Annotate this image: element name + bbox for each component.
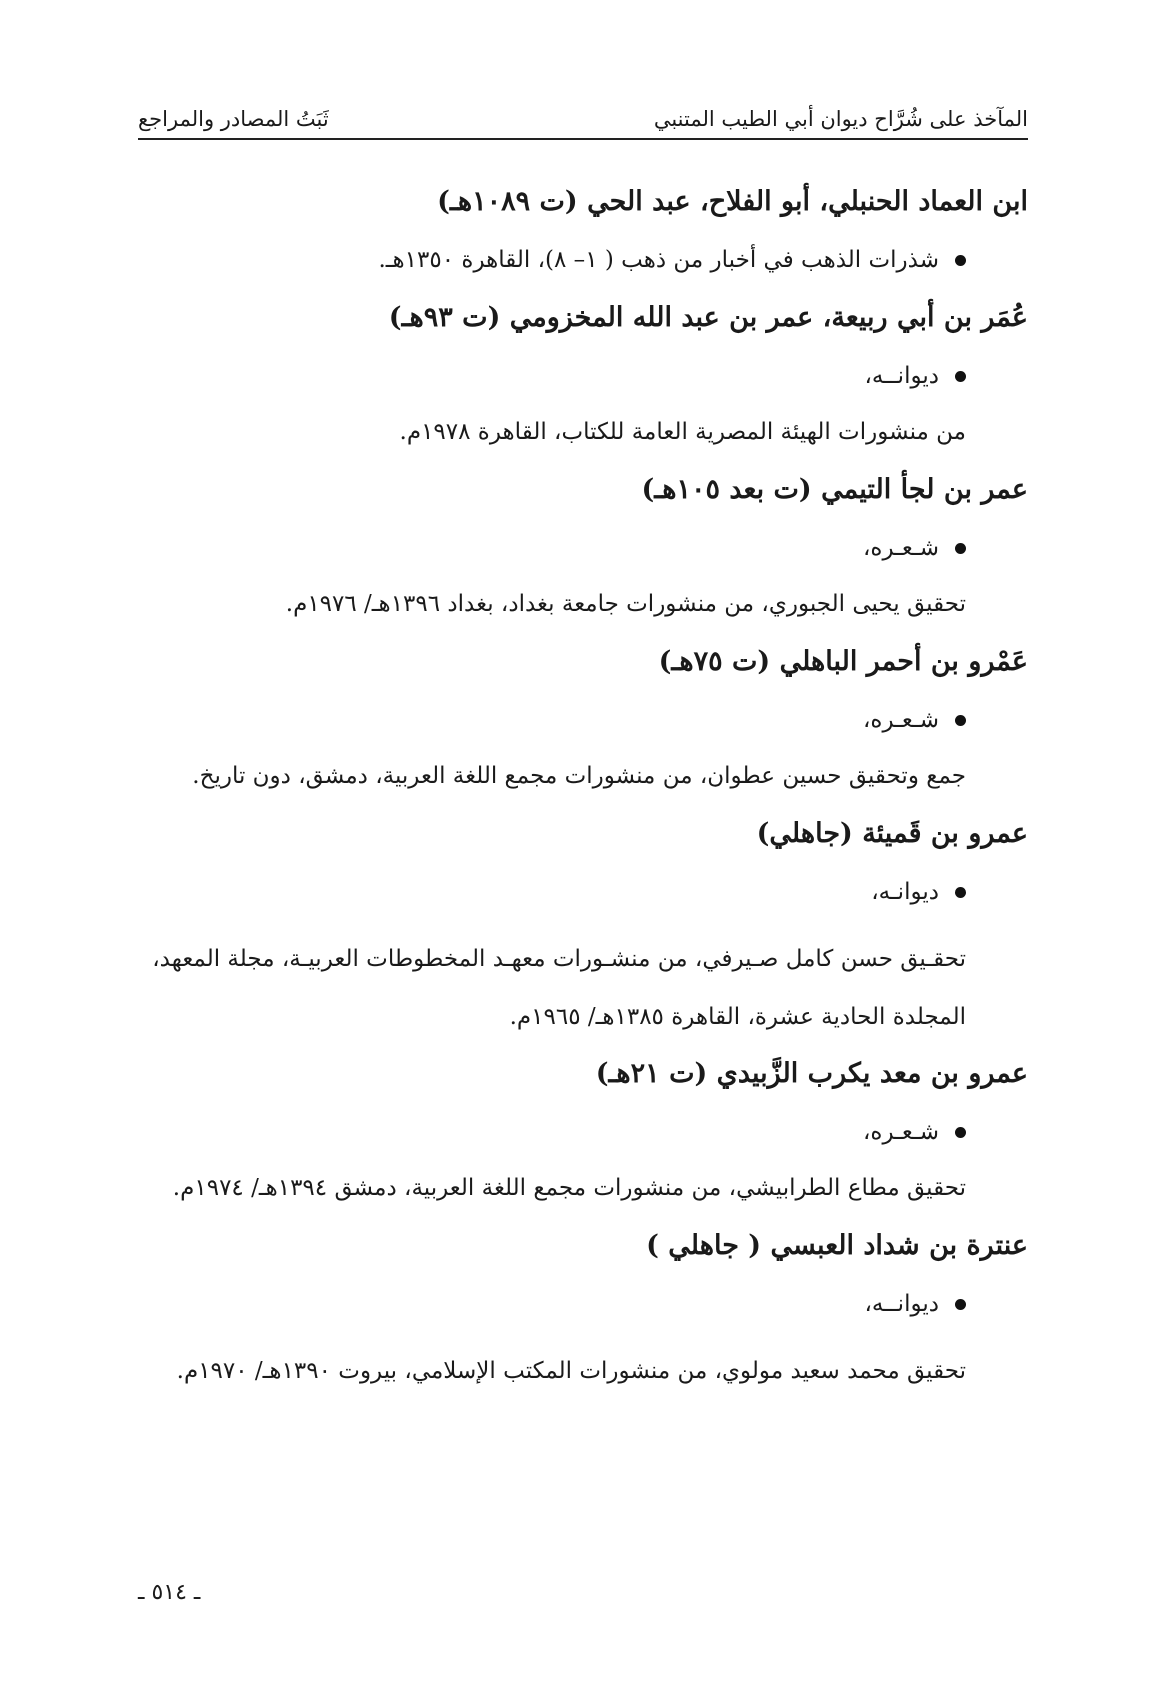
bibliography-entry (138, 1226, 1028, 1400)
page-number: ـ ٥١٤ ـ (138, 1580, 201, 1605)
entry-author: عمر بن لجأ التيمي (ت بعد ١٠٥هـ) (641, 474, 1028, 505)
bibliography-entry (138, 182, 1028, 278)
entry-publication: تحقيق مطاع الطرابيشي، من منشورات مجمع اللغة العربية، دمشق ١٣٩٤هـ/ ١٩٧٤م. (172, 1175, 966, 1201)
bullet-icon (955, 543, 966, 554)
header-section-title: ثَبَتُ المصادر والمراجع (138, 106, 329, 131)
entry-author: عمرو بن معد يكرب الزَّبيدي (ت ٢١هـ) (595, 1058, 1028, 1089)
entry-work (138, 242, 966, 278)
entry-work (138, 1286, 966, 1322)
bibliography-entry (138, 814, 1028, 1046)
entry-work (138, 874, 966, 910)
entry-work-title: شـعـره، (862, 707, 939, 733)
entry-work-title: شـعـره، (862, 1119, 939, 1145)
entry-work (138, 530, 966, 566)
header-book-title: المآخذ على شُرَّاح ديوان أبي الطيب المتنبي (653, 106, 1028, 131)
entry-work (138, 358, 966, 394)
running-header (138, 88, 1028, 140)
entry-author: عنترة بن شداد العبسي ( جاهلي ) (646, 1230, 1028, 1261)
bibliography-list (138, 182, 1028, 1408)
entry-author: عُمَر بن أبي ربيعة، عمر بن عبد الله المخزومي (ت ٩٣هـ) (388, 302, 1028, 333)
entry-publication: تحقيق يحيى الجبوري، من منشورات جامعة بغداد، بغداد ١٣٩٦هـ/ ١٩٧٦م. (285, 591, 966, 617)
bibliography-entry (138, 642, 1028, 794)
entry-publication: تحقـيق حسن كامل صـيرفي، من منشـورات معهـد المخطوطات العربيـة، مجلة المعهد، المجلدة الحادية عشرة، القاهرة ١٣٨٥هـ/ ١٩٦٥م. (152, 946, 966, 1030)
entry-publication: جمع وتحقيق حسين عطوان، من منشورات مجمع اللغة العربية، دمشق، دون تاريخ. (192, 763, 966, 789)
entry-publication: من منشورات الهيئة المصرية العامة للكتاب، القاهرة ١٩٧٨م. (399, 419, 966, 445)
bullet-icon (955, 1127, 966, 1138)
entry-publication: تحقيق محمد سعيد مولوي، من منشورات المكتب الإسلامي، بيروت ١٣٩٠هـ/ ١٩٧٠م. (176, 1358, 966, 1384)
bullet-icon (955, 1299, 966, 1310)
bullet-icon (955, 255, 966, 266)
entry-work-title: شـعـره، (862, 535, 939, 561)
entry-author: عَمْرو بن أحمر الباهلي (ت ٧٥هـ) (658, 646, 1028, 677)
bullet-icon (955, 371, 966, 382)
bibliography-entry (138, 1054, 1028, 1206)
entry-work-title: شذرات الذهب في أخبار من ذهب ( ١– ٨)، القاهرة ١٣٥٠هـ. (378, 247, 939, 273)
bibliography-entry (138, 298, 1028, 450)
entry-author: ابن العماد الحنبلي، أبو الفلاح، عبد الحي (ت ١٠٨٩هـ) (437, 186, 1028, 217)
entry-author: عمرو بن قَميئة (جاهلي) (756, 818, 1028, 849)
entry-work-title: ديوانـه، (871, 879, 939, 905)
entry-work-title: ديوانــه، (864, 363, 939, 389)
document-page (138, 0, 1028, 1690)
bullet-icon (955, 715, 966, 726)
bullet-icon (955, 887, 966, 898)
entry-work-title: ديوانــه، (864, 1291, 939, 1317)
entry-work (138, 702, 966, 738)
entry-work (138, 1114, 966, 1150)
bibliography-entry (138, 470, 1028, 622)
